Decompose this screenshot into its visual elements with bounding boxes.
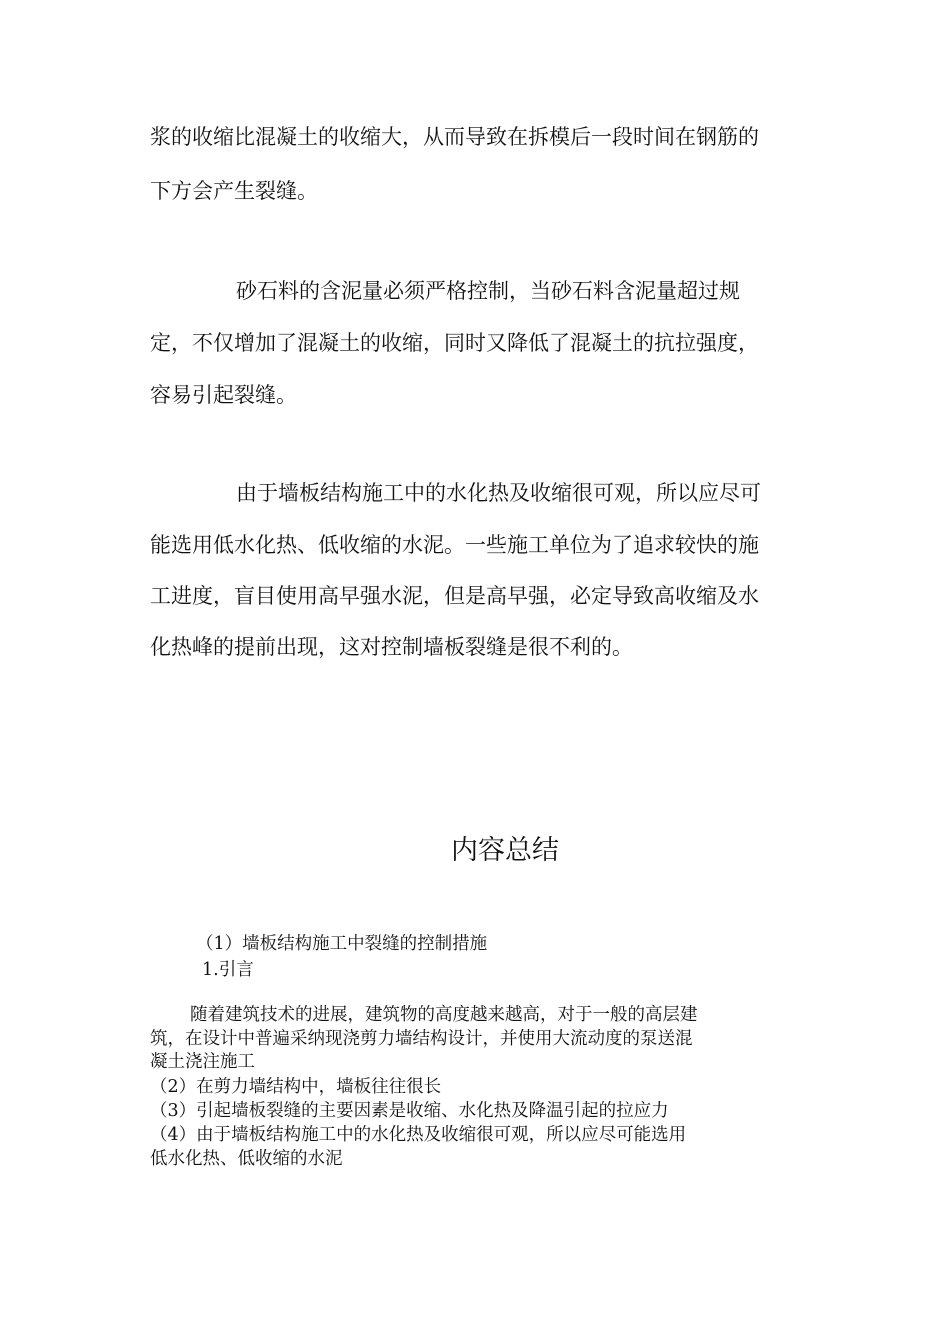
- summary-line: 1.引言: [202, 960, 254, 980]
- paragraph-line: 化热峰的提前出现，这对控制墙板裂缝是很不利的。: [150, 635, 633, 659]
- summary-line: （3）引起墙板裂缝的主要因素是收缩、水化热及降温引起的拉应力: [150, 1101, 669, 1121]
- summary-line: 低水化热、低收缩的水泥: [150, 1149, 343, 1169]
- summary-line: 凝土浇注施工: [150, 1052, 255, 1072]
- summary-line: （4）由于墙板结构施工中的水化热及收缩很可观，所以应尽可能选用: [150, 1125, 687, 1145]
- paragraph-line: 浆的收缩比混凝土的收缩大，从而导致在拆模后一段时间在钢筋的: [150, 125, 759, 149]
- summary-line: 随着建筑技术的进展，建筑物的高度越来越高，对于一般的高层建: [190, 1005, 698, 1025]
- summary-line: （2）在剪力墙结构中，墙板往往很长: [150, 1077, 442, 1097]
- summary-line: 筑，在设计中普遍采纳现浇剪力墙结构设计，并使用大流动度的泵送混: [150, 1029, 693, 1049]
- paragraph-line: 定，不仅增加了混凝土的收缩，同时又降低了混凝土的抗拉强度，: [150, 331, 759, 355]
- summary-line: （1）墙板结构施工中裂缝的控制措施: [196, 934, 488, 954]
- paragraph-line: 能选用低水化热、低收缩的水泥。一些施工单位为了追求较快的施: [150, 533, 759, 557]
- summary-title: 内容总结: [451, 835, 559, 866]
- paragraph-line: 下方会产生裂缝。: [150, 179, 318, 203]
- paragraph-line: 砂石料的含泥量必须严格控制，当砂石料含泥量超过规: [236, 279, 740, 303]
- paragraph-line: 由于墙板结构施工中的水化热及收缩很可观，所以应尽可: [236, 481, 761, 505]
- paragraph-line: 工进度，盲目使用高早强水泥，但是高早强，必定导致高收缩及水: [150, 584, 759, 608]
- paragraph-line: 容易引起裂缝。: [150, 383, 297, 407]
